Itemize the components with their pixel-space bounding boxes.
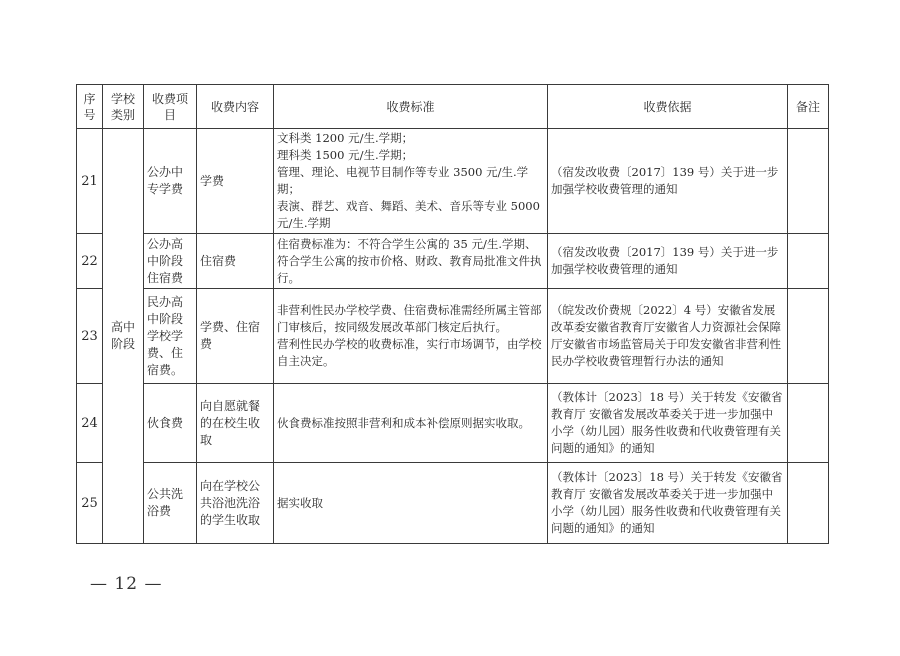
fee-content-cell: 向自愿就餐的在校生收取 bbox=[197, 384, 274, 463]
standard-line: 住宿费标准为：不符合学生公寓的 35 元/生.学期、符合学生公寓的按市价格、财政、教育局批准文件执行。 bbox=[277, 236, 542, 285]
remarks-cell bbox=[788, 234, 829, 289]
fee-standard-cell bbox=[274, 463, 548, 544]
standard-line: 表演、群艺、戏音、舞蹈、美术、音乐等专业 5000 元/生.学期 bbox=[277, 199, 540, 230]
header-fee-content: 收费内容 bbox=[197, 85, 274, 129]
header-no: 序号 bbox=[77, 85, 103, 129]
standard-line: 文科类 1200 元/生.学期； bbox=[277, 131, 414, 145]
standard-line: 非营利性民办学校学费、住宿费标准需经所属主管部门审核后，按同级发展改革部门核定后执行。 bbox=[277, 303, 542, 334]
fee-item-cell: 公共洗浴费 bbox=[144, 463, 197, 544]
remarks-cell bbox=[788, 463, 829, 544]
row-number: 23 bbox=[77, 289, 103, 384]
table-row bbox=[77, 234, 829, 289]
header-school-category: 学校类别 bbox=[103, 85, 144, 129]
fee-standard-cell bbox=[274, 384, 548, 463]
fee-content-cell: 向在学校公共浴池洗浴的学生收取 bbox=[197, 463, 274, 544]
fee-content-cell: 住宿费 bbox=[197, 234, 274, 289]
header-row bbox=[77, 85, 829, 129]
standard-line: 伙食费标准按照非营利和成本补偿原则据实收取。 bbox=[277, 415, 530, 430]
fee-item-cell: 公办高中阶段住宿费 bbox=[144, 234, 197, 289]
fee-item-cell: 伙食费 bbox=[144, 384, 197, 463]
fee-item-cell: 公办中专学费 bbox=[144, 129, 197, 234]
header-fee-standard: 收费标准 bbox=[274, 85, 548, 129]
row-number: 25 bbox=[77, 463, 103, 544]
table-row bbox=[77, 463, 829, 544]
row-number: 24 bbox=[77, 384, 103, 463]
fee-content-cell: 学费、住宿费 bbox=[197, 289, 274, 384]
header-remarks: 备注 bbox=[788, 85, 829, 129]
standard-line: 据实收取 bbox=[277, 495, 323, 510]
fee-table bbox=[76, 84, 829, 544]
fee-content-cell: 学费 bbox=[197, 129, 274, 234]
fee-standard-cell bbox=[274, 234, 548, 289]
remarks-cell bbox=[788, 129, 829, 234]
school-category-cell: 高中阶段 bbox=[103, 129, 144, 544]
header-fee-basis: 收费依据 bbox=[548, 85, 788, 129]
row-number: 21 bbox=[77, 129, 103, 234]
standard-line: 营利性民办学校的收费标准，实行市场调节，由学校自主决定。 bbox=[277, 337, 542, 368]
table-row bbox=[77, 129, 829, 234]
fee-basis-cell: （教体计〔2023〕18 号）关于转发《安徽省教育厅 安徽省发展改革委关于进一步加强中小学（幼儿园）服务性收费和代收费管理有关问题的通知》的通知 bbox=[548, 463, 788, 544]
remarks-cell bbox=[788, 289, 829, 384]
fee-standard-cell bbox=[274, 289, 548, 384]
fee-basis-cell: （教体计〔2023〕18 号）关于转发《安徽省教育厅 安徽省发展改革委关于进一步加强中小学（幼儿园）服务性收费和代收费管理有关问题的通知》的通知 bbox=[548, 384, 788, 463]
page-number: — 12 — bbox=[90, 574, 163, 594]
fee-basis-cell: （宿发改收费〔2017〕139 号）关于进一步加强学校收费管理的通知 bbox=[548, 234, 788, 289]
fee-item-cell: 民办高中阶段学校学费、住宿费。 bbox=[144, 289, 197, 384]
remarks-cell bbox=[788, 384, 829, 463]
standard-line: 理科类 1500 元/生.学期； bbox=[277, 148, 414, 162]
standard-line: 管理、理论、电视节目制作等专业 3500 元/生.学期； bbox=[277, 165, 529, 196]
table-row bbox=[77, 384, 829, 463]
fee-basis-cell: （宿发改收费〔2017〕139 号）关于进一步加强学校收费管理的通知 bbox=[548, 129, 788, 234]
row-number: 22 bbox=[77, 234, 103, 289]
fee-basis-cell: （皖发改价费规〔2022〕4 号）安徽省发展改革委安徽省教育厅安徽省人力资源社会保障厅安徽省市场监管局关于印发安徽省非营利性民办学校收费管理暂行办法的通知 bbox=[548, 289, 788, 384]
fee-standard-cell bbox=[274, 129, 548, 234]
table-row bbox=[77, 289, 829, 384]
header-fee-item: 收费项目 bbox=[144, 85, 197, 129]
